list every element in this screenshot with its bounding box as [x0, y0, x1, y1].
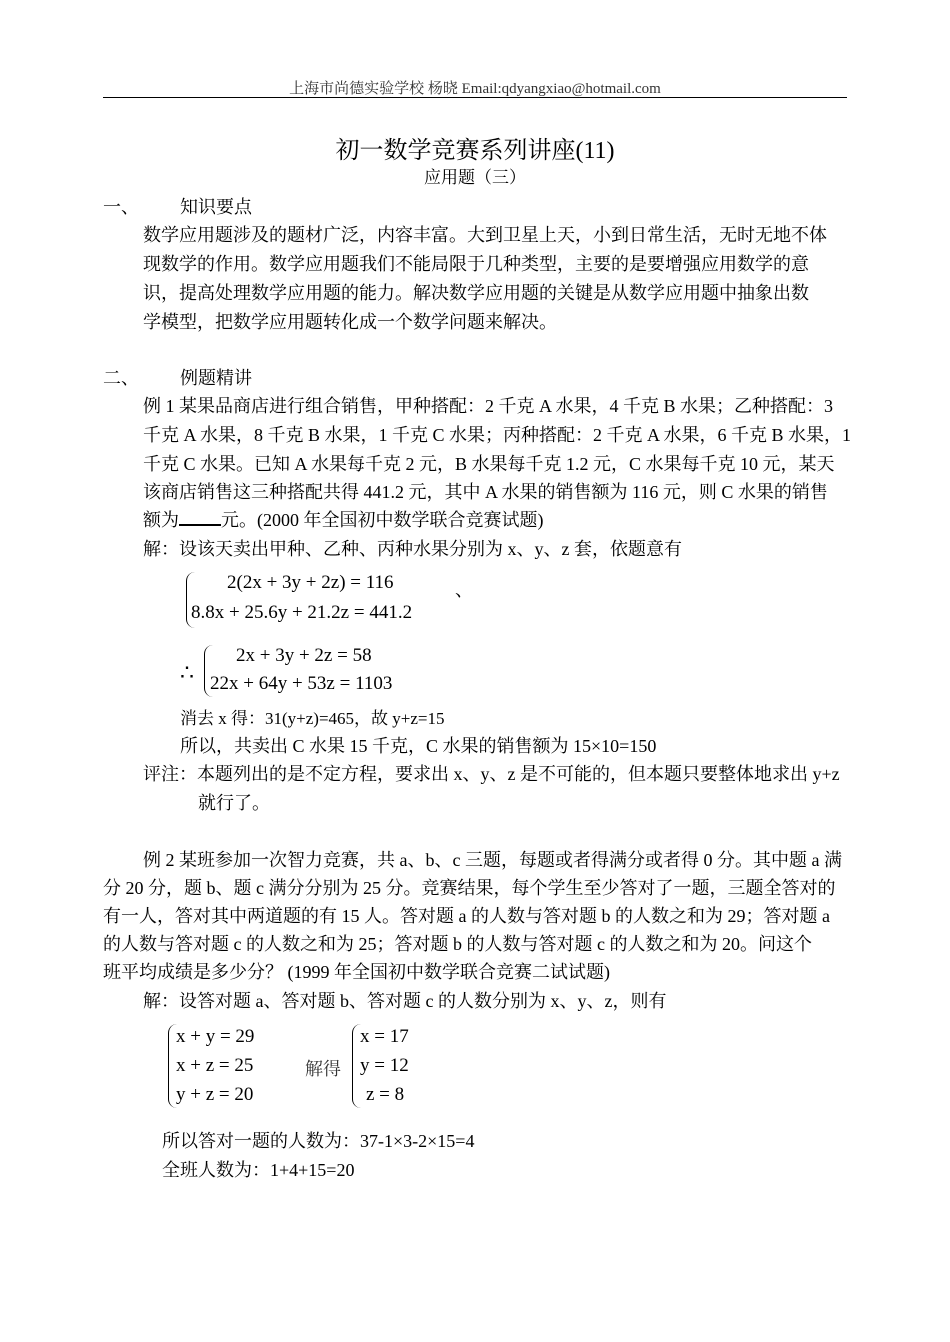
section1-heading: 知识要点: [180, 197, 252, 217]
system1-eq2: 8.8x + 25.6y + 21.2z = 441.2: [191, 602, 413, 623]
section2-number: 二、: [103, 368, 139, 388]
system3-eq1: x + y = 29: [176, 1026, 255, 1047]
section1-line-3: 识，提高处理数学应用题的能力。解决数学应用题的关键是从数学应用题中抽象出数: [143, 283, 809, 303]
example2-solution: 解：设答对题 a、答对题 b、答对题 c 的人数分别为 x、y、z，则有: [143, 991, 667, 1011]
section2-heading: 例题精讲: [180, 368, 252, 388]
system2-eq2: 22x + 64y + 53z = 1103: [210, 673, 393, 694]
example2-result-1: 所以答对一题的人数为：37-1×3-2×15=4: [162, 1131, 475, 1151]
example1-conclusion: 所以，共卖出 C 水果 15 千克，C 水果的销售额为 15×10=150: [180, 736, 657, 756]
example2-line-2: 分 20 分，题 b、题 c 满分分别为 25 分。竞赛结果，每个学生至少答对了一题，三题全答对的: [103, 878, 836, 898]
example2-line-1: 例 2 某班参加一次智力竞赛，共 a、b、c 三题，每题或者得满分或者得 0 分。其中题 a 满: [143, 850, 842, 870]
page-subtitle: 应用题（三）: [424, 168, 526, 187]
header-divider: [103, 97, 847, 98]
page-header: 上海市尚德实验学校 杨晓 Email:qdyangxiao@hotmail.com: [289, 81, 661, 97]
section1-line-2: 现数学的作用。数学应用题我们不能局限于几种类型，主要的是要增强应用数学的意: [143, 254, 809, 274]
therefore-symbol: ∴: [180, 660, 194, 685]
example1-eliminate: 消去 x 得：31(y+z)=465，故 y+z=15: [180, 709, 445, 728]
example1-line-1: 例 1 某果品商店进行组合销售，甲种搭配：2 千克 A 水果，4 千克 B 水果；乙种搭配：3: [143, 396, 834, 416]
example1-line-2: 千克 A 水果，8 千克 B 水果，1 千克 C 水果；丙种搭配：2 千克 A 水果，6 千克 B 水果，1: [143, 425, 852, 445]
system4-eq3: z = 8: [366, 1084, 405, 1105]
example1-line-5: [143, 506, 544, 532]
example1-last-prefix: 额为: [143, 510, 179, 530]
example1-comment-1: 评注：本题列出的是不定方程，要求出 x、y、z 是不可能的，但本题只要整体地求出 y+z: [143, 764, 840, 784]
system3-eq3: y + z = 20: [176, 1084, 254, 1105]
system1-eq1: 2(2x + 3y + 2z) = 116: [227, 572, 394, 593]
solve-word: 解得: [305, 1059, 341, 1079]
system4-eq1: x = 17: [360, 1026, 409, 1047]
example1-comment-2: 就行了。: [198, 793, 270, 813]
section1-line-4: 学模型，把数学应用题转化成一个数学问题来解决。: [143, 312, 557, 332]
system3-eq2: x + z = 25: [176, 1055, 254, 1076]
example2-line-3: 有一人，答对其中两道题的有 15 人。答对题 a 的人数与答对题 b 的人数之和为 29；答对题 a: [103, 906, 830, 926]
example2-line-4: 的人数与答对题 c 的人数之和为 25；答对题 b 的人数与答对题 c 的人数之和为 20。问这个: [103, 934, 812, 954]
section1-number: 一、: [103, 197, 139, 217]
system2-eq1: 2x + 3y + 2z = 58: [236, 645, 372, 666]
example1-line-3: 千克 C 水果。已知 A 水果每千克 2 元，B 水果每千克 1.2 元，C 水果每千克 10 元，某天: [143, 454, 835, 474]
answer-blank: [179, 508, 221, 526]
system4-eq2: y = 12: [360, 1055, 409, 1076]
example2-result-2: 全班人数为：1+4+15=20: [162, 1160, 355, 1180]
example2-line-5: 班平均成绩是多少分？ (1999 年全国初中数学联合竞赛二试试题): [103, 962, 610, 982]
system1-trailing-mark: 、: [455, 580, 473, 600]
example1-line-4: 该商店销售这三种搭配共得 441.2 元，其中 A 水果的销售额为 116 元，则 C 水果的销售: [143, 482, 828, 502]
section1-line-1: 数学应用题涉及的题材广泛，内容丰富。大到卫星上天，小到日常生活，无时无地不体: [143, 225, 827, 245]
page-title: 初一数学竞赛系列讲座(11): [335, 138, 615, 164]
example1-last-suffix: 元。(2000 年全国初中数学联合竞赛试题): [221, 510, 544, 530]
example1-solution: 解：设该天卖出甲种、乙种、丙种水果分别为 x、y、z 套，依题意有: [143, 539, 682, 559]
